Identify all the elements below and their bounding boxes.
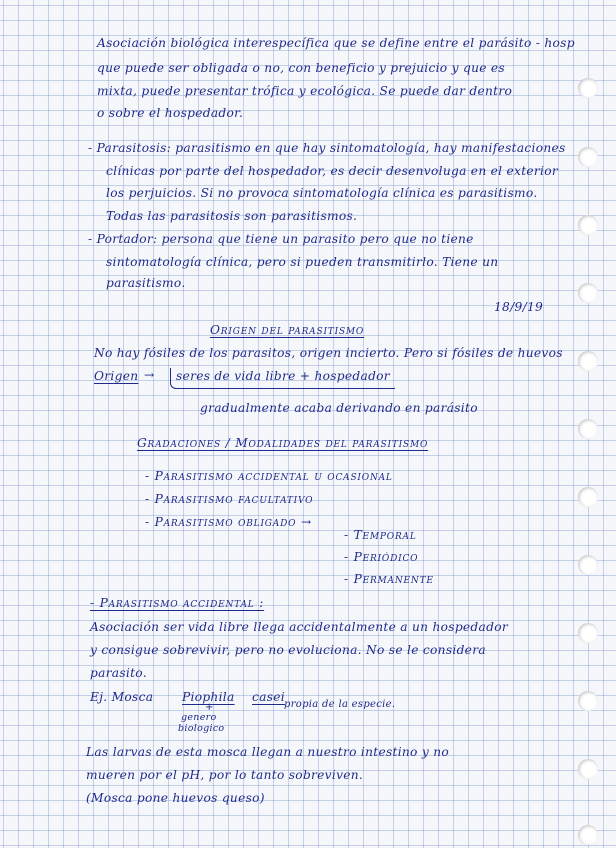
binder-hole <box>578 555 598 575</box>
intro-line: o sobre el hospedador. <box>97 106 244 120</box>
cheese-note: (Mosca pone huevos queso) <box>86 791 265 805</box>
heading-gradaciones: Gradaciones / Modalidades del parasitismo <box>137 436 429 450</box>
accidental-text: Asociación ser vida libre llega accidentalmente a un hospedador <box>90 620 508 634</box>
parasitosis-line: Todas las parasitosis son parasitismos. <box>106 209 358 223</box>
arrow-icon: → <box>144 368 155 382</box>
gradual-line: gradualmente acaba derivando en parásito <box>200 401 478 415</box>
portador-line: sintomatología clínica, pero si pueden transmitirlo. Tiene un <box>106 255 499 269</box>
genus-note: genero <box>181 712 217 723</box>
genus-plus: + <box>205 702 214 713</box>
binder-hole <box>578 351 598 371</box>
obligado-type: - Periódico <box>344 550 419 564</box>
larvae-text: Las larvas de esta mosca llegan a nuestro intestino y no <box>86 745 450 759</box>
binder-hole <box>578 78 598 98</box>
accidental-text: parasito. <box>90 666 147 680</box>
parasitosis-line: clínicas por parte del hospedador, es decir desenvoluga en el exterior <box>106 164 559 178</box>
binder-hole <box>578 147 598 167</box>
binder-hole <box>578 623 598 643</box>
binder-hole <box>578 283 598 303</box>
portador-line: parasitismo. <box>106 276 186 290</box>
parasitosis-line: los perjuicios. Si no provoca sintomatología clínica es parasitismo. <box>106 186 538 200</box>
binder-hole <box>578 759 598 779</box>
binder-hole <box>578 691 598 711</box>
obligado-type: - Permanente <box>344 572 434 586</box>
modality-item: - Parasitismo obligado → <box>145 515 312 529</box>
portador-line: - Portador: persona que tiene un parasito pero que no tiene <box>88 232 474 246</box>
binder-hole <box>578 419 598 439</box>
intro-line: mixta, puede presentar trófica y ecológica. Se puede dar dentro <box>97 84 513 98</box>
heading-origen: Origen del parasitismo <box>210 323 365 337</box>
example-label: Ej. Mosca <box>90 690 154 704</box>
fossils-line: No hay fósiles de los parasitos, origen incierto. Pero si fósiles de huevos <box>94 346 563 360</box>
larvae-text: mueren por el pH, por lo tanto sobreviven. <box>86 768 364 782</box>
date: 18/9/19 <box>494 300 544 314</box>
binder-hole <box>578 487 598 507</box>
accidental-heading: - Parasitismo accidental : <box>90 596 265 610</box>
obligado-type: - Temporal <box>344 528 417 542</box>
intro-line: que puede ser obligada o no, con beneficio y prejuicio y que es <box>97 61 505 75</box>
genus-note: biologico <box>178 723 225 734</box>
example-species: casei <box>252 690 285 704</box>
binder-hole <box>578 825 598 845</box>
binder-hole <box>578 215 598 235</box>
origen-label: Origen <box>94 369 139 383</box>
parasitosis-line: - Parasitosis: parasitismo en que hay sintomatología, hay manifestaciones <box>88 141 566 155</box>
origen-value: seres de vida libre + hospedador <box>176 369 390 383</box>
intro-line: Asociación biológica interespecífica que se define entre el parásito - hosp <box>97 36 575 50</box>
example-genus: Piophila <box>182 690 235 704</box>
accidental-text: y consigue sobrevivir, pero no evoluciona. No se le considera <box>90 643 486 657</box>
modality-item: - Parasitismo facultativo <box>145 492 314 506</box>
modality-item: - Parasitismo accidental u ocasional <box>145 469 393 483</box>
species-note: propia de la especie. <box>284 699 396 710</box>
origen-bracket <box>170 368 395 389</box>
